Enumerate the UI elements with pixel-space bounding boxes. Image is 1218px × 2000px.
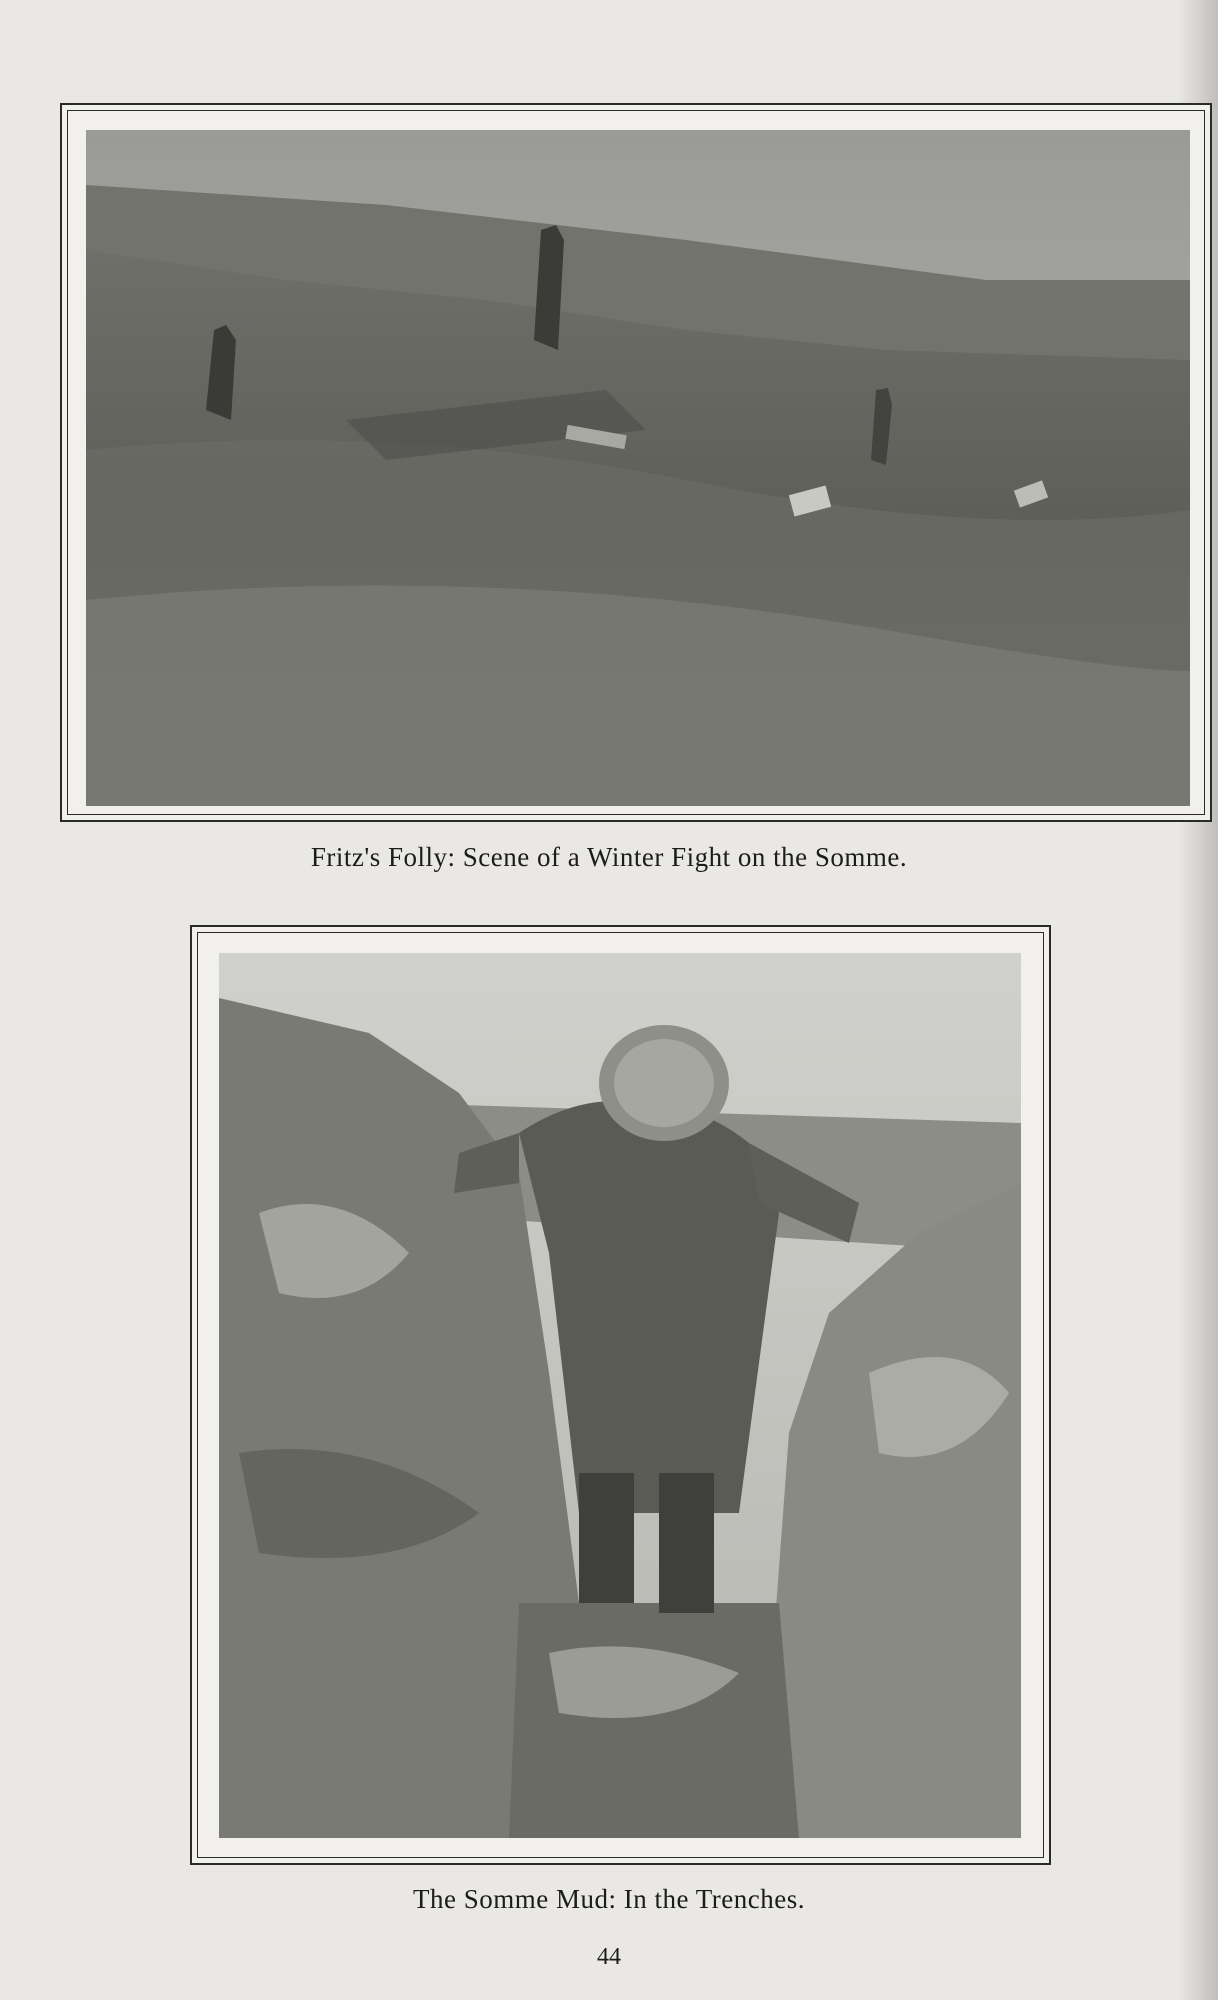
- bottom-photo-caption: The Somme Mud: In the Trenches.: [413, 1884, 805, 1914]
- battlefield-landscape-photo: [86, 130, 1190, 806]
- page-number: 44: [597, 1944, 621, 1970]
- top-photo-caption: Fritz's Folly: Scene of a Winter Fight on the Somme.: [310, 842, 908, 872]
- trench-soldier-photo: [219, 953, 1021, 1838]
